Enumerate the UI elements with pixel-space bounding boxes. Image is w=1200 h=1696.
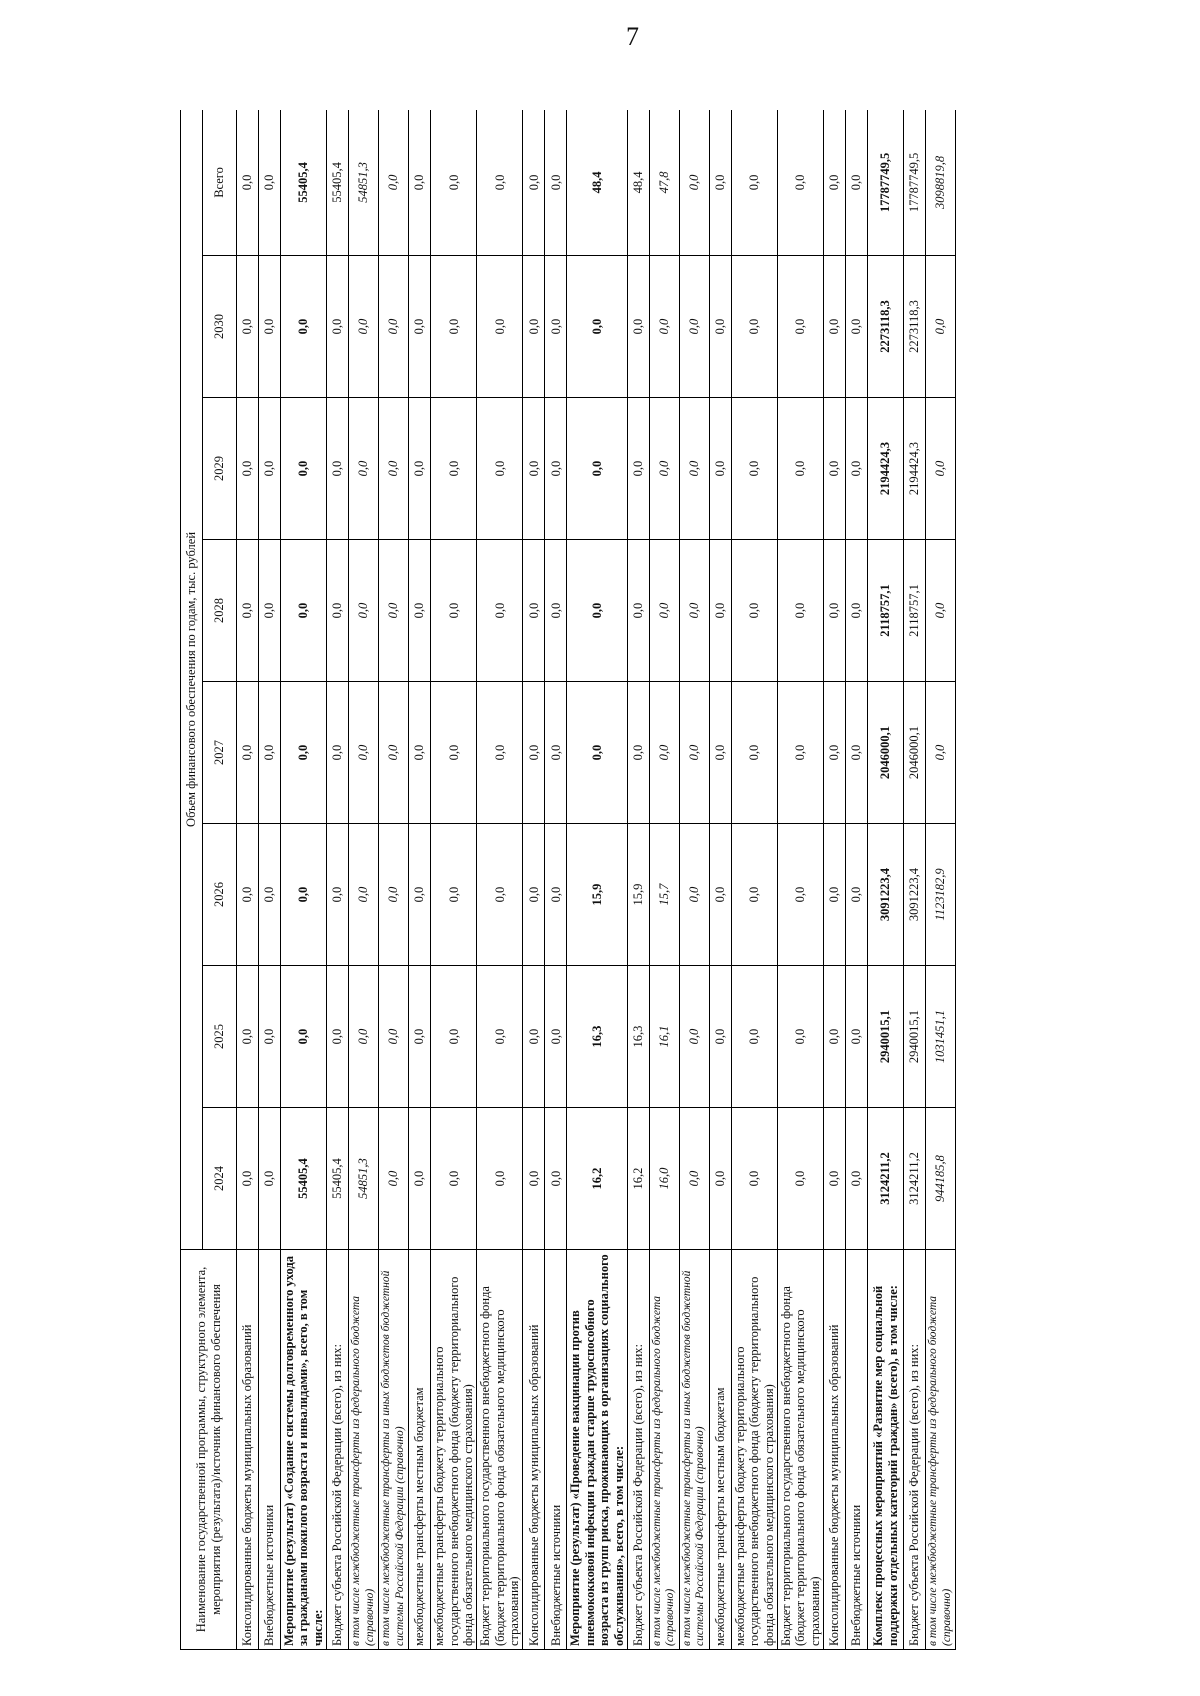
value-cell: 0,0 bbox=[778, 398, 824, 540]
value-cell: 0,0 bbox=[431, 256, 477, 398]
value-cell: 48,4 bbox=[567, 110, 628, 256]
row-name-cell: межбюджетные трансферты бюджету территориального государственного внебюджетного фонда (бюджету территориального фонда обязательного медицинского страхования) bbox=[731, 1250, 777, 1650]
value-cell: 0,0 bbox=[409, 398, 431, 540]
value-cell: 0,0 bbox=[477, 1108, 523, 1250]
value-cell: 0,0 bbox=[679, 1108, 709, 1250]
year-header-cell: 2028 bbox=[203, 540, 237, 682]
value-cell: 0,0 bbox=[259, 682, 281, 824]
value-cell: 0,0 bbox=[824, 682, 846, 824]
value-cell: 0,0 bbox=[477, 110, 523, 256]
value-cell: 0,0 bbox=[431, 110, 477, 256]
value-cell: 0,0 bbox=[709, 1108, 731, 1250]
value-cell: 0,0 bbox=[281, 256, 327, 398]
year-header-cell: 2025 bbox=[203, 966, 237, 1108]
value-cell: 0,0 bbox=[327, 256, 349, 398]
value-cell: 0,0 bbox=[731, 398, 777, 540]
value-cell: 0,0 bbox=[431, 682, 477, 824]
value-cell: 0,0 bbox=[926, 256, 956, 398]
row-name-cell: межбюджетные трансферты местным бюджетам bbox=[409, 1250, 431, 1650]
year-header-cell: 2029 bbox=[203, 398, 237, 540]
value-cell: 0,0 bbox=[409, 824, 431, 966]
value-cell: 0,0 bbox=[731, 1108, 777, 1250]
value-cell: 0,0 bbox=[679, 110, 709, 256]
value-cell: 16,1 bbox=[649, 966, 679, 1108]
table-row bbox=[431, 110, 477, 1650]
value-cell: 0,0 bbox=[679, 256, 709, 398]
value-cell: 0,0 bbox=[327, 966, 349, 1108]
value-cell: 3091223,4 bbox=[868, 824, 904, 966]
row-name-cell: Внебюджетные источники bbox=[545, 1250, 567, 1650]
value-cell: 0,0 bbox=[349, 398, 379, 540]
value-cell: 0,0 bbox=[477, 824, 523, 966]
value-cell: 0,0 bbox=[627, 256, 649, 398]
value-cell: 0,0 bbox=[824, 966, 846, 1108]
value-cell: 0,0 bbox=[709, 110, 731, 256]
table-row bbox=[281, 110, 327, 1650]
value-cell: 0,0 bbox=[379, 1108, 409, 1250]
value-cell: 0,0 bbox=[731, 966, 777, 1108]
value-cell: 0,0 bbox=[926, 682, 956, 824]
value-cell: 0,0 bbox=[846, 110, 868, 256]
value-cell: 0,0 bbox=[545, 398, 567, 540]
row-name-cell: Мероприятие (результат) «Создание системы долговременного ухода за гражданами пожилого возраста и инвалидами», всего, в том числе: bbox=[281, 1250, 327, 1650]
value-cell: 0,0 bbox=[545, 824, 567, 966]
value-cell: 2118757,1 bbox=[904, 540, 926, 682]
table-row bbox=[679, 110, 709, 1650]
value-cell: 0,0 bbox=[778, 682, 824, 824]
value-cell: 0,0 bbox=[824, 110, 846, 256]
table-row bbox=[523, 110, 545, 1650]
value-cell: 0,0 bbox=[259, 398, 281, 540]
header-volume-cell: Объем финансового обеспечения по годам, тыс. рублей bbox=[181, 110, 203, 1250]
row-name-cell: в том числе межбюджетные трансферты из иных бюджетов бюджетной системы Российской Федерации (справочно) bbox=[679, 1250, 709, 1650]
value-cell: 0,0 bbox=[477, 256, 523, 398]
row-name-cell: межбюджетные трансферты местным бюджетам bbox=[709, 1250, 731, 1650]
row-name-cell: Бюджет субъекта Российской Федерации (всего), из них: bbox=[627, 1250, 649, 1650]
row-name-cell: в том числе межбюджетные трансферты из иных бюджетов бюджетной системы Российской Федерации (справочно) bbox=[379, 1250, 409, 1650]
year-header-cell: 2027 bbox=[203, 682, 237, 824]
value-cell: 0,0 bbox=[259, 966, 281, 1108]
value-cell: 0,0 bbox=[379, 966, 409, 1108]
value-cell: 16,3 bbox=[567, 966, 628, 1108]
table-row bbox=[926, 110, 956, 1650]
value-cell: 0,0 bbox=[649, 256, 679, 398]
value-cell: 0,0 bbox=[281, 540, 327, 682]
value-cell: 0,0 bbox=[846, 540, 868, 682]
value-cell: 0,0 bbox=[846, 398, 868, 540]
value-cell: 0,0 bbox=[709, 540, 731, 682]
row-name-cell: Комплекс процессных мероприятий «Развитие мер социальной поддержки отдельных категорий граждан» (всего), в том числе: bbox=[868, 1250, 904, 1650]
value-cell: 0,0 bbox=[281, 824, 327, 966]
value-cell: 0,0 bbox=[846, 824, 868, 966]
value-cell: 0,0 bbox=[409, 1108, 431, 1250]
financing-table bbox=[180, 110, 956, 1650]
value-cell: 0,0 bbox=[778, 966, 824, 1108]
value-cell: 0,0 bbox=[846, 966, 868, 1108]
value-cell: 0,0 bbox=[349, 256, 379, 398]
value-cell: 0,0 bbox=[926, 540, 956, 682]
value-cell: 3098819,8 bbox=[926, 110, 956, 256]
table-row bbox=[649, 110, 679, 1650]
value-cell: 0,0 bbox=[237, 398, 259, 540]
value-cell: 0,0 bbox=[237, 256, 259, 398]
table-row bbox=[349, 110, 379, 1650]
value-cell: 0,0 bbox=[523, 682, 545, 824]
value-cell: 0,0 bbox=[627, 540, 649, 682]
value-cell: 0,0 bbox=[281, 966, 327, 1108]
value-cell: 0,0 bbox=[709, 256, 731, 398]
value-cell: 1123182,9 bbox=[926, 824, 956, 966]
value-cell: 2118757,1 bbox=[868, 540, 904, 682]
value-cell: 0,0 bbox=[778, 824, 824, 966]
value-cell: 0,0 bbox=[259, 256, 281, 398]
value-cell: 3124211,2 bbox=[868, 1108, 904, 1250]
row-name-cell: Мероприятие (результат) «Проведение вакцинации против пневмококковой инфекции граждан старше трудоспособного возраста из групп риска, проживающих в организациях социального обслуживания», всего, в том числе: bbox=[567, 1250, 628, 1650]
value-cell: 2194424,3 bbox=[868, 398, 904, 540]
row-name-cell: Бюджет территориального государственного внебюджетного фонда (бюджет территориального фонда обязательного медицинского страхования) bbox=[477, 1250, 523, 1650]
value-cell: 0,0 bbox=[731, 256, 777, 398]
value-cell: 0,0 bbox=[567, 398, 628, 540]
value-cell: 0,0 bbox=[709, 824, 731, 966]
value-cell: 0,0 bbox=[523, 110, 545, 256]
value-cell: 2273118,3 bbox=[868, 256, 904, 398]
year-header-cell: 2026 bbox=[203, 824, 237, 966]
value-cell: 15,7 bbox=[649, 824, 679, 966]
row-name-cell: межбюджетные трансферты бюджету территориального государственного внебюджетного фонда (бюджету территориального фонда обязательного медицинского страхования) bbox=[431, 1250, 477, 1650]
value-cell: 16,2 bbox=[567, 1108, 628, 1250]
value-cell: 0,0 bbox=[379, 540, 409, 682]
value-cell: 0,0 bbox=[327, 682, 349, 824]
row-name-cell: в том числе межбюджетные трансферты из федерального бюджета (справочно) bbox=[349, 1250, 379, 1650]
value-cell: 0,0 bbox=[431, 1108, 477, 1250]
page-number: 7 bbox=[626, 22, 639, 51]
value-cell: 0,0 bbox=[567, 682, 628, 824]
value-cell: 0,0 bbox=[545, 966, 567, 1108]
value-cell: 2194424,3 bbox=[904, 398, 926, 540]
value-cell: 0,0 bbox=[237, 682, 259, 824]
value-cell: 2273118,3 bbox=[904, 256, 926, 398]
value-cell: 0,0 bbox=[379, 256, 409, 398]
value-cell: 0,0 bbox=[431, 824, 477, 966]
value-cell: 0,0 bbox=[778, 540, 824, 682]
value-cell: 0,0 bbox=[523, 824, 545, 966]
table-row bbox=[259, 110, 281, 1650]
value-cell: 0,0 bbox=[523, 256, 545, 398]
value-cell: 0,0 bbox=[259, 110, 281, 256]
row-name-cell: Консолидированные бюджеты муниципальных образований bbox=[523, 1250, 545, 1650]
value-cell: 0,0 bbox=[327, 398, 349, 540]
value-cell: 0,0 bbox=[709, 682, 731, 824]
value-cell: 0,0 bbox=[824, 256, 846, 398]
value-cell: 0,0 bbox=[824, 398, 846, 540]
value-cell: 0,0 bbox=[349, 540, 379, 682]
value-cell: 0,0 bbox=[709, 966, 731, 1108]
value-cell: 0,0 bbox=[237, 824, 259, 966]
row-name-cell: Бюджет территориального государственного внебюджетного фонда (бюджет территориального фонда обязательного медицинского страхования) bbox=[778, 1250, 824, 1650]
value-cell: 0,0 bbox=[649, 540, 679, 682]
table-row bbox=[731, 110, 777, 1650]
value-cell: 0,0 bbox=[327, 824, 349, 966]
value-cell: 0,0 bbox=[349, 682, 379, 824]
table-row bbox=[379, 110, 409, 1650]
value-cell: 0,0 bbox=[545, 682, 567, 824]
value-cell: 17787749,5 bbox=[904, 110, 926, 256]
value-cell: 48,4 bbox=[627, 110, 649, 256]
value-cell: 0,0 bbox=[259, 824, 281, 966]
value-cell: 0,0 bbox=[237, 540, 259, 682]
year-header-cell: 2030 bbox=[203, 256, 237, 398]
row-name-cell: в том числе межбюджетные трансферты из федерального бюджета (справочно) bbox=[649, 1250, 679, 1650]
value-cell: 0,0 bbox=[477, 540, 523, 682]
value-cell: 0,0 bbox=[409, 256, 431, 398]
row-name-cell: в том числе межбюджетные трансферты из федерального бюджета (справочно) bbox=[926, 1250, 956, 1650]
value-cell: 16,2 bbox=[627, 1108, 649, 1250]
value-cell: 0,0 bbox=[409, 540, 431, 682]
value-cell: 54851,3 bbox=[349, 1108, 379, 1250]
value-cell: 0,0 bbox=[259, 540, 281, 682]
value-cell: 0,0 bbox=[545, 110, 567, 256]
value-cell: 0,0 bbox=[731, 540, 777, 682]
value-cell: 16,0 bbox=[649, 1108, 679, 1250]
value-cell: 0,0 bbox=[477, 398, 523, 540]
value-cell: 0,0 bbox=[349, 824, 379, 966]
value-cell: 0,0 bbox=[379, 398, 409, 540]
row-name-cell: Бюджет субъекта Российской Федерации (всего), из них: bbox=[327, 1250, 349, 1650]
value-cell: 0,0 bbox=[679, 540, 709, 682]
row-name-cell: Внебюджетные источники bbox=[846, 1250, 868, 1650]
value-cell: 0,0 bbox=[545, 1108, 567, 1250]
value-cell: 15,9 bbox=[627, 824, 649, 966]
year-header-cell: 2024 bbox=[203, 1108, 237, 1250]
value-cell: 0,0 bbox=[545, 256, 567, 398]
header-name-cell: Наименование государственной программы, структурного элемента, мероприятия (результата)/источник финансового обеспечения bbox=[181, 1250, 237, 1650]
table-row bbox=[477, 110, 523, 1650]
table-row bbox=[846, 110, 868, 1650]
value-cell: 0,0 bbox=[778, 110, 824, 256]
value-cell: 0,0 bbox=[846, 1108, 868, 1250]
value-cell: 0,0 bbox=[824, 1108, 846, 1250]
value-cell: 0,0 bbox=[409, 682, 431, 824]
value-cell: 0,0 bbox=[281, 398, 327, 540]
table-row bbox=[868, 110, 904, 1650]
value-cell: 3124211,2 bbox=[904, 1108, 926, 1250]
value-cell: 0,0 bbox=[259, 1108, 281, 1250]
value-cell: 0,0 bbox=[679, 966, 709, 1108]
value-cell: 2940015,1 bbox=[904, 966, 926, 1108]
table-row bbox=[904, 110, 926, 1650]
value-cell: 0,0 bbox=[567, 256, 628, 398]
value-cell: 0,0 bbox=[237, 1108, 259, 1250]
table-row bbox=[824, 110, 846, 1650]
value-cell: 55405,4 bbox=[281, 110, 327, 256]
value-cell: 0,0 bbox=[731, 110, 777, 256]
table-row bbox=[778, 110, 824, 1650]
row-name-cell: Внебюджетные источники bbox=[259, 1250, 281, 1650]
value-cell: 0,0 bbox=[281, 682, 327, 824]
row-name-cell: Бюджет субъекта Российской Федерации (всего), из них: bbox=[904, 1250, 926, 1650]
value-cell: 0,0 bbox=[477, 682, 523, 824]
value-cell: 0,0 bbox=[627, 682, 649, 824]
value-cell: 47,8 bbox=[649, 110, 679, 256]
value-cell: 55405,4 bbox=[281, 1108, 327, 1250]
value-cell: 55405,4 bbox=[327, 1108, 349, 1250]
value-cell: 2940015,1 bbox=[868, 966, 904, 1108]
value-cell: 0,0 bbox=[523, 540, 545, 682]
value-cell: 0,0 bbox=[846, 256, 868, 398]
value-cell: 3091223,4 bbox=[904, 824, 926, 966]
value-cell: 1031451,1 bbox=[926, 966, 956, 1108]
value-cell: 0,0 bbox=[649, 398, 679, 540]
value-cell: 0,0 bbox=[379, 682, 409, 824]
value-cell: 0,0 bbox=[649, 682, 679, 824]
value-cell: 0,0 bbox=[709, 398, 731, 540]
value-cell: 0,0 bbox=[545, 540, 567, 682]
value-cell: 0,0 bbox=[327, 540, 349, 682]
value-cell: 0,0 bbox=[679, 824, 709, 966]
row-name-cell: Консолидированные бюджеты муниципальных образований bbox=[237, 1250, 259, 1650]
value-cell: 0,0 bbox=[237, 966, 259, 1108]
table-row bbox=[545, 110, 567, 1650]
value-cell: 15,9 bbox=[567, 824, 628, 966]
value-cell: 0,0 bbox=[679, 398, 709, 540]
value-cell: 0,0 bbox=[679, 682, 709, 824]
value-cell: 0,0 bbox=[523, 966, 545, 1108]
value-cell: 0,0 bbox=[846, 682, 868, 824]
value-cell: 0,0 bbox=[926, 398, 956, 540]
value-cell: 0,0 bbox=[523, 1108, 545, 1250]
value-cell: 0,0 bbox=[523, 398, 545, 540]
table-row bbox=[327, 110, 349, 1650]
table-row bbox=[627, 110, 649, 1650]
value-cell: 2046000,1 bbox=[904, 682, 926, 824]
table-row bbox=[709, 110, 731, 1650]
value-cell: 0,0 bbox=[379, 110, 409, 256]
value-cell: 16,3 bbox=[627, 966, 649, 1108]
value-cell: 0,0 bbox=[477, 966, 523, 1108]
value-cell: 17787749,5 bbox=[868, 110, 904, 256]
value-cell: 2046000,1 bbox=[868, 682, 904, 824]
value-cell: 0,0 bbox=[409, 110, 431, 256]
rotated-page-content bbox=[180, 110, 1060, 1650]
table-row bbox=[409, 110, 431, 1650]
rotated-table-area bbox=[180, 110, 1060, 1650]
value-cell: 0,0 bbox=[824, 824, 846, 966]
value-cell: 0,0 bbox=[409, 966, 431, 1108]
value-cell: 0,0 bbox=[349, 966, 379, 1108]
row-name-cell: Консолидированные бюджеты муниципальных образований bbox=[824, 1250, 846, 1650]
value-cell: 0,0 bbox=[778, 1108, 824, 1250]
value-cell: 0,0 bbox=[731, 824, 777, 966]
value-cell: 0,0 bbox=[237, 110, 259, 256]
value-cell: 0,0 bbox=[627, 398, 649, 540]
value-cell: 944185,8 bbox=[926, 1108, 956, 1250]
value-cell: 0,0 bbox=[731, 682, 777, 824]
value-cell: 0,0 bbox=[567, 540, 628, 682]
table-row bbox=[237, 110, 259, 1650]
value-cell: 55405,4 bbox=[327, 110, 349, 256]
year-header-cell: Всего bbox=[203, 110, 237, 256]
value-cell: 0,0 bbox=[778, 256, 824, 398]
value-cell: 0,0 bbox=[431, 966, 477, 1108]
value-cell: 0,0 bbox=[431, 540, 477, 682]
value-cell: 54851,3 bbox=[349, 110, 379, 256]
table-row bbox=[567, 110, 628, 1650]
value-cell: 0,0 bbox=[824, 540, 846, 682]
value-cell: 0,0 bbox=[431, 398, 477, 540]
value-cell: 0,0 bbox=[379, 824, 409, 966]
